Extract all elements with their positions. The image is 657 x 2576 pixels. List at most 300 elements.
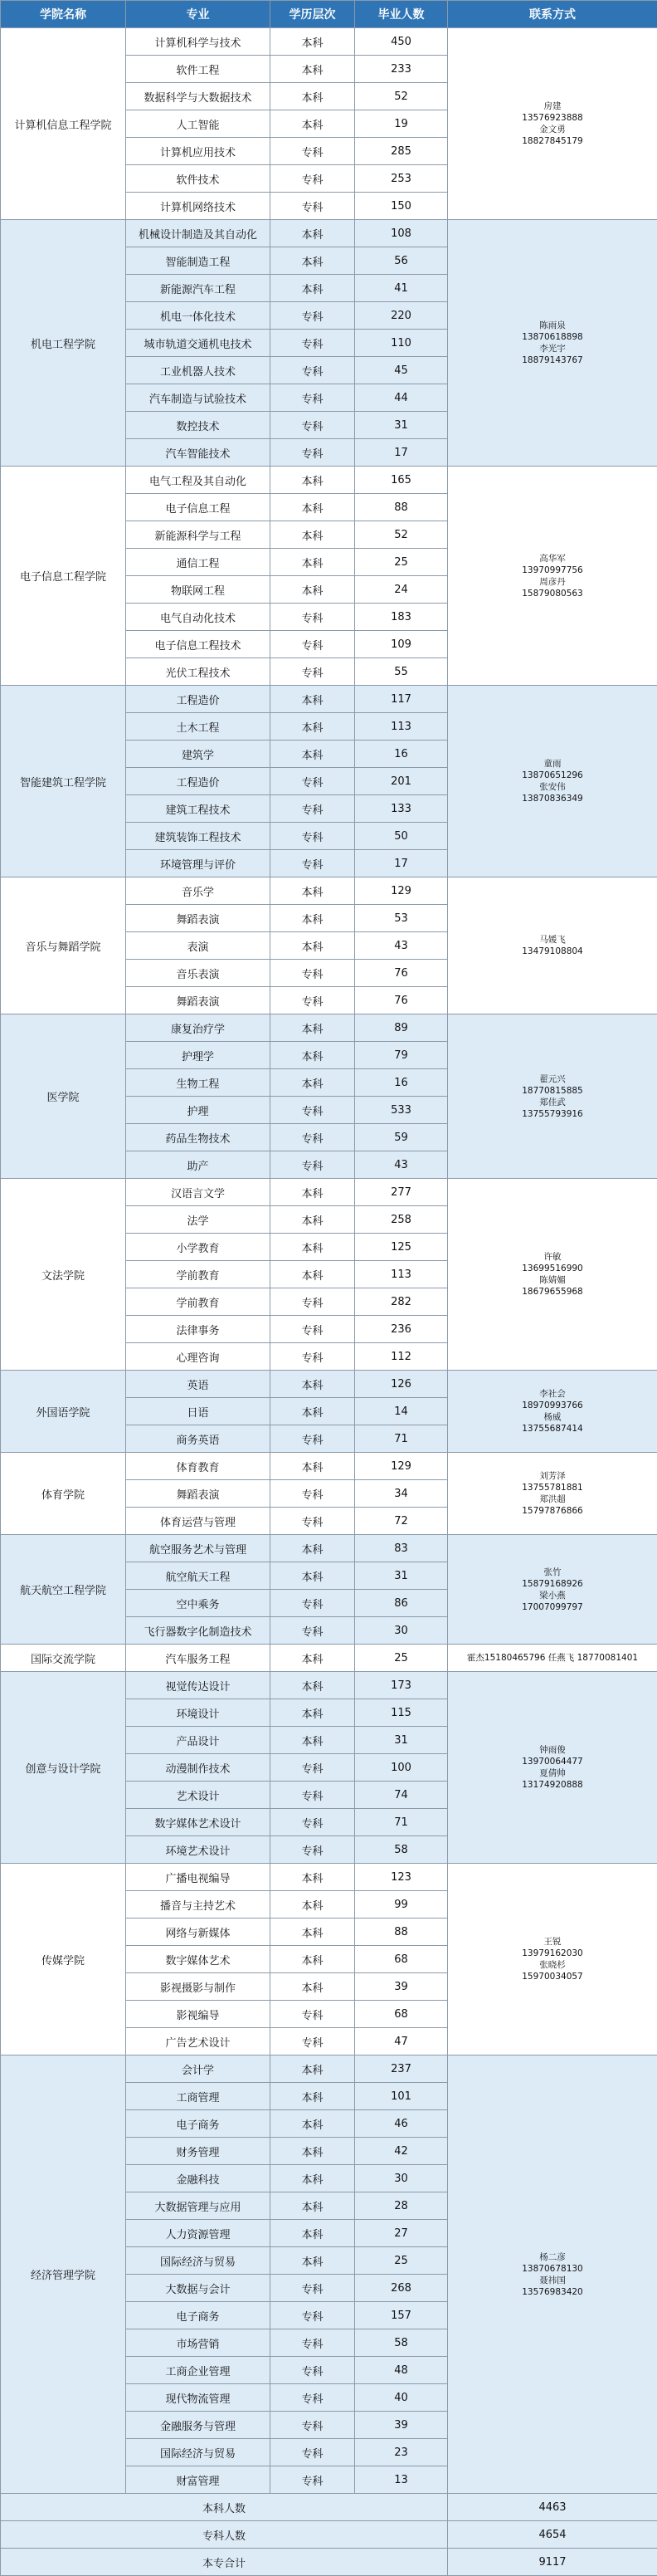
- table-row: [1, 1014, 657, 1042]
- degree-level: 本科: [270, 549, 355, 576]
- major-name: 城市轨道交通机电技术: [126, 330, 270, 357]
- degree-level: 本科: [270, 247, 355, 275]
- graduate-count: 110: [355, 330, 448, 357]
- contact-info: 刘芳泽 13755781881 郑洪超 15797876866: [448, 1453, 657, 1535]
- major-name: 电气自动化技术: [126, 604, 270, 631]
- degree-level: 专科: [270, 138, 355, 165]
- degree-level: 本科: [270, 1042, 355, 1069]
- major-name: 汽车智能技术: [126, 439, 270, 467]
- major-name: 计算机网络技术: [126, 193, 270, 220]
- major-name: 软件技术: [126, 165, 270, 193]
- major-name: 护理学: [126, 1042, 270, 1069]
- total-row: [1, 2549, 657, 2576]
- graduate-count: 88: [355, 494, 448, 521]
- graduate-count: 53: [355, 905, 448, 932]
- contact-info: 马媛飞 13479108804: [448, 877, 657, 1014]
- graduate-count: 236: [355, 1316, 448, 1343]
- college-name: 文法学院: [1, 1179, 126, 1371]
- degree-level: 专科: [270, 658, 355, 686]
- degree-level: 专科: [270, 2028, 355, 2055]
- contact-info: 杨二彦 13870678130 聂祎国 13576983420: [448, 2055, 657, 2494]
- graduate-count: 30: [355, 1617, 448, 1645]
- degree-level: 专科: [270, 604, 355, 631]
- graduate-count: 31: [355, 1727, 448, 1754]
- degree-level: 专科: [270, 2275, 355, 2302]
- college-name: 外国语学院: [1, 1371, 126, 1453]
- degree-level: 专科: [270, 1151, 355, 1179]
- major-name: 工业机器人技术: [126, 357, 270, 384]
- graduate-count: 165: [355, 467, 448, 494]
- degree-level: 专科: [270, 2412, 355, 2439]
- graduate-count: 23: [355, 2439, 448, 2466]
- degree-level: 本科: [270, 686, 355, 713]
- college-name: 电子信息工程学院: [1, 467, 126, 686]
- degree-level: 本科: [270, 521, 355, 549]
- graduate-count: 39: [355, 1973, 448, 2001]
- total-value: 9117: [448, 2549, 657, 2576]
- graduate-count: 108: [355, 220, 448, 247]
- degree-level: 专科: [270, 1425, 355, 1453]
- graduate-count: 41: [355, 275, 448, 302]
- graduate-count: 58: [355, 1836, 448, 1864]
- graduate-count: 129: [355, 877, 448, 905]
- graduate-count: 533: [355, 1097, 448, 1124]
- degree-level: 本科: [270, 83, 355, 110]
- degree-level: 本科: [270, 741, 355, 768]
- major-name: 空中乘务: [126, 1590, 270, 1617]
- graduate-count: 16: [355, 1069, 448, 1097]
- degree-level: 本科: [270, 275, 355, 302]
- graduate-count: 44: [355, 384, 448, 412]
- graduate-count: 45: [355, 357, 448, 384]
- graduate-count: 31: [355, 1562, 448, 1590]
- degree-level: 专科: [270, 2329, 355, 2357]
- graduate-count: 450: [355, 28, 448, 56]
- major-name: 数据科学与大数据技术: [126, 83, 270, 110]
- major-name: 财富管理: [126, 2466, 270, 2494]
- degree-level: 本科: [270, 2220, 355, 2247]
- degree-level: 本科: [270, 932, 355, 960]
- major-name: 播音与主持艺术: [126, 1891, 270, 1919]
- major-name: 体育教育: [126, 1453, 270, 1480]
- major-name: 建筑学: [126, 741, 270, 768]
- major-name: 电子信息工程技术: [126, 631, 270, 658]
- graduate-count: 183: [355, 604, 448, 631]
- graduate-count: 285: [355, 138, 448, 165]
- graduate-count: 123: [355, 1864, 448, 1891]
- graduate-count: 19: [355, 110, 448, 138]
- graduate-count: 55: [355, 658, 448, 686]
- graduate-count: 25: [355, 1645, 448, 1672]
- degree-level: 本科: [270, 56, 355, 83]
- graduate-count: 125: [355, 1234, 448, 1261]
- contact-info: 陈雨泉 13870618898 李光宇 18879143767: [448, 220, 657, 467]
- degree-level: 专科: [270, 1617, 355, 1645]
- degree-level: 专科: [270, 193, 355, 220]
- major-name: 机电一体化技术: [126, 302, 270, 330]
- degree-level: 专科: [270, 960, 355, 987]
- graduate-count: 17: [355, 850, 448, 877]
- graduate-count: 27: [355, 2220, 448, 2247]
- degree-level: 本科: [270, 1672, 355, 1699]
- degree-level: 本科: [270, 110, 355, 138]
- contact-info: 高华军 13970997756 周彦丹 15879080563: [448, 467, 657, 686]
- major-name: 电子商务: [126, 2302, 270, 2329]
- degree-level: 专科: [270, 330, 355, 357]
- degree-level: 专科: [270, 1754, 355, 1782]
- table-row: [1, 2055, 657, 2083]
- major-name: 大数据管理与应用: [126, 2192, 270, 2220]
- graduate-count: 173: [355, 1672, 448, 1699]
- degree-level: 本科: [270, 1234, 355, 1261]
- degree-level: 本科: [270, 1535, 355, 1562]
- graduate-count: 30: [355, 2165, 448, 2192]
- graduate-count: 157: [355, 2302, 448, 2329]
- degree-level: 本科: [270, 1179, 355, 1206]
- graduate-count: 113: [355, 1261, 448, 1288]
- graduate-count: 113: [355, 713, 448, 741]
- graduate-count: 14: [355, 1398, 448, 1425]
- degree-level: 本科: [270, 2055, 355, 2083]
- contact-info: 许敏 13699516990 陈婧媚 18679655968: [448, 1179, 657, 1371]
- graduate-count: 25: [355, 549, 448, 576]
- degree-level: 本科: [270, 1562, 355, 1590]
- major-name: 建筑装饰工程技术: [126, 823, 270, 850]
- degree-level: 本科: [270, 2192, 355, 2220]
- graduate-count: 253: [355, 165, 448, 193]
- major-name: 康复治疗学: [126, 1014, 270, 1042]
- degree-level: 专科: [270, 987, 355, 1014]
- table-row: [1, 220, 657, 247]
- college-name: 计算机信息工程学院: [1, 28, 126, 220]
- header-major: 专业: [126, 1, 270, 28]
- college-name: 传媒学院: [1, 1864, 126, 2055]
- graduate-count: 88: [355, 1919, 448, 1946]
- graduate-count: 74: [355, 1782, 448, 1809]
- major-name: 法学: [126, 1206, 270, 1234]
- contact-info: 童雨 13870651296 张安伟 13870836349: [448, 686, 657, 877]
- graduate-count: 50: [355, 823, 448, 850]
- graduate-count: 282: [355, 1288, 448, 1316]
- graduate-count: 39: [355, 2412, 448, 2439]
- major-name: 广播电视编导: [126, 1864, 270, 1891]
- major-name: 助产: [126, 1151, 270, 1179]
- total-row: [1, 2521, 657, 2549]
- graduate-count: 117: [355, 686, 448, 713]
- contact-info: 李社会 18970993766 杨威 13755687414: [448, 1371, 657, 1453]
- graduate-count: 76: [355, 960, 448, 987]
- major-name: 新能源科学与工程: [126, 521, 270, 549]
- major-name: 日语: [126, 1398, 270, 1425]
- graduate-count: 150: [355, 193, 448, 220]
- degree-level: 本科: [270, 1371, 355, 1398]
- major-name: 新能源汽车工程: [126, 275, 270, 302]
- major-name: 软件工程: [126, 56, 270, 83]
- college-name: 国际交流学院: [1, 1645, 126, 1672]
- graduate-count: 71: [355, 1809, 448, 1836]
- major-name: 英语: [126, 1371, 270, 1398]
- degree-level: 本科: [270, 1919, 355, 1946]
- degree-level: 本科: [270, 1206, 355, 1234]
- degree-level: 本科: [270, 1398, 355, 1425]
- contact-info: 霍杰15180465796 任燕飞 18770081401: [448, 1645, 657, 1672]
- major-name: 财务管理: [126, 2138, 270, 2165]
- graduate-count: 52: [355, 83, 448, 110]
- major-name: 商务英语: [126, 1425, 270, 1453]
- graduate-count: 34: [355, 1480, 448, 1508]
- degree-level: 专科: [270, 1480, 355, 1508]
- graduate-count: 56: [355, 247, 448, 275]
- degree-level: 本科: [270, 2138, 355, 2165]
- major-name: 汽车服务工程: [126, 1645, 270, 1672]
- major-name: 艺术设计: [126, 1782, 270, 1809]
- major-name: 生物工程: [126, 1069, 270, 1097]
- degree-level: 本科: [270, 1261, 355, 1288]
- degree-level: 本科: [270, 1727, 355, 1754]
- total-label: 专科人数: [1, 2521, 448, 2549]
- major-name: 电子商务: [126, 2110, 270, 2138]
- header-row: [1, 1, 657, 28]
- major-name: 土木工程: [126, 713, 270, 741]
- degree-level: 专科: [270, 1288, 355, 1316]
- major-name: 电气工程及其自动化: [126, 467, 270, 494]
- degree-level: 专科: [270, 165, 355, 193]
- graduate-count: 100: [355, 1754, 448, 1782]
- degree-level: 专科: [270, 1809, 355, 1836]
- major-name: 汉语言文学: [126, 1179, 270, 1206]
- college-name: 经济管理学院: [1, 2055, 126, 2494]
- degree-level: 专科: [270, 768, 355, 795]
- major-name: 飞行器数字化制造技术: [126, 1617, 270, 1645]
- degree-level: 本科: [270, 1453, 355, 1480]
- major-name: 人力资源管理: [126, 2220, 270, 2247]
- degree-level: 本科: [270, 877, 355, 905]
- degree-level: 专科: [270, 1124, 355, 1151]
- degree-level: 专科: [270, 1782, 355, 1809]
- degree-level: 本科: [270, 576, 355, 604]
- degree-level: 本科: [270, 2247, 355, 2275]
- degree-level: 本科: [270, 220, 355, 247]
- college-name: 音乐与舞蹈学院: [1, 877, 126, 1014]
- table-row: [1, 28, 657, 56]
- major-name: 通信工程: [126, 549, 270, 576]
- major-name: 音乐表演: [126, 960, 270, 987]
- graduate-count: 68: [355, 1946, 448, 1973]
- contact-info: 翟元兴 18770815885 郑佳武 13755793916: [448, 1014, 657, 1179]
- major-name: 数字媒体艺术: [126, 1946, 270, 1973]
- header-count: 毕业人数: [355, 1, 448, 28]
- table-row: [1, 1179, 657, 1206]
- degree-level: 本科: [270, 1946, 355, 1973]
- degree-level: 专科: [270, 823, 355, 850]
- degree-level: 专科: [270, 357, 355, 384]
- major-name: 会计学: [126, 2055, 270, 2083]
- graduate-count: 72: [355, 1508, 448, 1535]
- header-level: 学历层次: [270, 1, 355, 28]
- major-name: 电子信息工程: [126, 494, 270, 521]
- graduate-count: 129: [355, 1453, 448, 1480]
- major-name: 现代物流管理: [126, 2384, 270, 2412]
- graduate-count: 17: [355, 439, 448, 467]
- degree-level: 专科: [270, 2384, 355, 2412]
- graduate-count: 268: [355, 2275, 448, 2302]
- degree-level: 专科: [270, 1590, 355, 1617]
- graduate-count: 13: [355, 2466, 448, 2494]
- degree-level: 本科: [270, 1069, 355, 1097]
- degree-level: 专科: [270, 2001, 355, 2028]
- major-name: 工程造价: [126, 686, 270, 713]
- degree-level: 本科: [270, 467, 355, 494]
- major-name: 舞蹈表演: [126, 1480, 270, 1508]
- contact-info: 张竹 15879168926 梁小燕 17007099797: [448, 1535, 657, 1645]
- major-name: 国际经济与贸易: [126, 2439, 270, 2466]
- total-row: [1, 2494, 657, 2521]
- degree-level: 本科: [270, 1864, 355, 1891]
- major-name: 学前教育: [126, 1261, 270, 1288]
- graduate-count: 126: [355, 1371, 448, 1398]
- graduate-count: 115: [355, 1699, 448, 1727]
- major-name: 建筑工程技术: [126, 795, 270, 823]
- college-name: 航天航空工程学院: [1, 1535, 126, 1645]
- major-name: 法律事务: [126, 1316, 270, 1343]
- graduate-count: 101: [355, 2083, 448, 2110]
- major-name: 汽车制造与试验技术: [126, 384, 270, 412]
- graduate-count: 43: [355, 1151, 448, 1179]
- total-value: 4654: [448, 2521, 657, 2549]
- header-contact: 联系方式: [448, 1, 657, 28]
- major-name: 计算机科学与技术: [126, 28, 270, 56]
- graduate-count: 89: [355, 1014, 448, 1042]
- graduate-count: 48: [355, 2357, 448, 2384]
- degree-level: 专科: [270, 2466, 355, 2494]
- degree-level: 专科: [270, 1343, 355, 1371]
- major-name: 体育运营与管理: [126, 1508, 270, 1535]
- college-name: 机电工程学院: [1, 220, 126, 467]
- graduate-count: 83: [355, 1535, 448, 1562]
- major-name: 光伏工程技术: [126, 658, 270, 686]
- graduate-count: 112: [355, 1343, 448, 1371]
- degree-level: 专科: [270, 631, 355, 658]
- graduate-count: 25: [355, 2247, 448, 2275]
- graduate-count: 79: [355, 1042, 448, 1069]
- graduate-count: 68: [355, 2001, 448, 2028]
- total-value: 4463: [448, 2494, 657, 2521]
- contact-info: 钟雨俊 13970064477 夏倩帅 13174920888: [448, 1672, 657, 1864]
- major-name: 影视编导: [126, 2001, 270, 2028]
- graduate-count: 28: [355, 2192, 448, 2220]
- graduate-count: 58: [355, 2329, 448, 2357]
- degree-level: 专科: [270, 2302, 355, 2329]
- graduate-count: 52: [355, 521, 448, 549]
- total-label: 本科人数: [1, 2494, 448, 2521]
- major-name: 金融服务与管理: [126, 2412, 270, 2439]
- degree-level: 本科: [270, 2165, 355, 2192]
- major-name: 产品设计: [126, 1727, 270, 1754]
- major-name: 计算机应用技术: [126, 138, 270, 165]
- graduate-count: 201: [355, 768, 448, 795]
- graduate-count: 99: [355, 1891, 448, 1919]
- header-college: 学院名称: [1, 1, 126, 28]
- table-row: [1, 686, 657, 713]
- table-row: [1, 877, 657, 905]
- college-name: 医学院: [1, 1014, 126, 1179]
- degree-level: 本科: [270, 2110, 355, 2138]
- major-name: 小学教育: [126, 1234, 270, 1261]
- major-name: 网络与新媒体: [126, 1919, 270, 1946]
- graduate-count: 237: [355, 2055, 448, 2083]
- table-row: [1, 467, 657, 494]
- major-name: 数字媒体艺术设计: [126, 1809, 270, 1836]
- graduate-count: 220: [355, 302, 448, 330]
- degree-level: 本科: [270, 905, 355, 932]
- degree-level: 本科: [270, 1699, 355, 1727]
- major-name: 环境管理与评价: [126, 850, 270, 877]
- degree-level: 本科: [270, 1014, 355, 1042]
- graduate-count: 31: [355, 412, 448, 439]
- degree-level: 本科: [270, 28, 355, 56]
- degree-level: 专科: [270, 1097, 355, 1124]
- major-name: 金融科技: [126, 2165, 270, 2192]
- contact-info: 房建 13576923888 金文勇 18827845179: [448, 28, 657, 220]
- major-name: 物联网工程: [126, 576, 270, 604]
- total-label: 本专合计: [1, 2549, 448, 2576]
- graduate-count: 233: [355, 56, 448, 83]
- degree-level: 专科: [270, 412, 355, 439]
- table-row: [1, 1535, 657, 1562]
- major-name: 药品生物技术: [126, 1124, 270, 1151]
- major-name: 视觉传达设计: [126, 1672, 270, 1699]
- degree-level: 专科: [270, 1316, 355, 1343]
- degree-level: 本科: [270, 713, 355, 741]
- graduate-count: 277: [355, 1179, 448, 1206]
- degree-level: 专科: [270, 439, 355, 467]
- graduate-count: 109: [355, 631, 448, 658]
- graduate-count: 86: [355, 1590, 448, 1617]
- graduate-count: 133: [355, 795, 448, 823]
- table-row: [1, 1645, 657, 1672]
- college-name: 创意与设计学院: [1, 1672, 126, 1864]
- major-name: 航空服务艺术与管理: [126, 1535, 270, 1562]
- major-name: 数控技术: [126, 412, 270, 439]
- major-name: 表演: [126, 932, 270, 960]
- graduate-count: 43: [355, 932, 448, 960]
- major-name: 智能制造工程: [126, 247, 270, 275]
- major-name: 影视摄影与制作: [126, 1973, 270, 2001]
- major-name: 工商企业管理: [126, 2357, 270, 2384]
- degree-level: 本科: [270, 1973, 355, 2001]
- major-name: 航空航天工程: [126, 1562, 270, 1590]
- degree-level: 本科: [270, 1891, 355, 1919]
- major-name: 舞蹈表演: [126, 987, 270, 1014]
- table-row: [1, 1672, 657, 1699]
- major-name: 大数据与会计: [126, 2275, 270, 2302]
- college-name: 体育学院: [1, 1453, 126, 1535]
- major-name: 音乐学: [126, 877, 270, 905]
- graduate-count: 59: [355, 1124, 448, 1151]
- table-row: [1, 1371, 657, 1398]
- major-name: 学前教育: [126, 1288, 270, 1316]
- graduate-count: 40: [355, 2384, 448, 2412]
- table-row: [1, 1453, 657, 1480]
- major-name: 环境艺术设计: [126, 1836, 270, 1864]
- graduate-count: 24: [355, 576, 448, 604]
- degree-level: 专科: [270, 1508, 355, 1535]
- major-name: 国际经济与贸易: [126, 2247, 270, 2275]
- degree-level: 本科: [270, 2083, 355, 2110]
- degree-level: 专科: [270, 795, 355, 823]
- major-name: 市场营销: [126, 2329, 270, 2357]
- degree-level: 专科: [270, 2439, 355, 2466]
